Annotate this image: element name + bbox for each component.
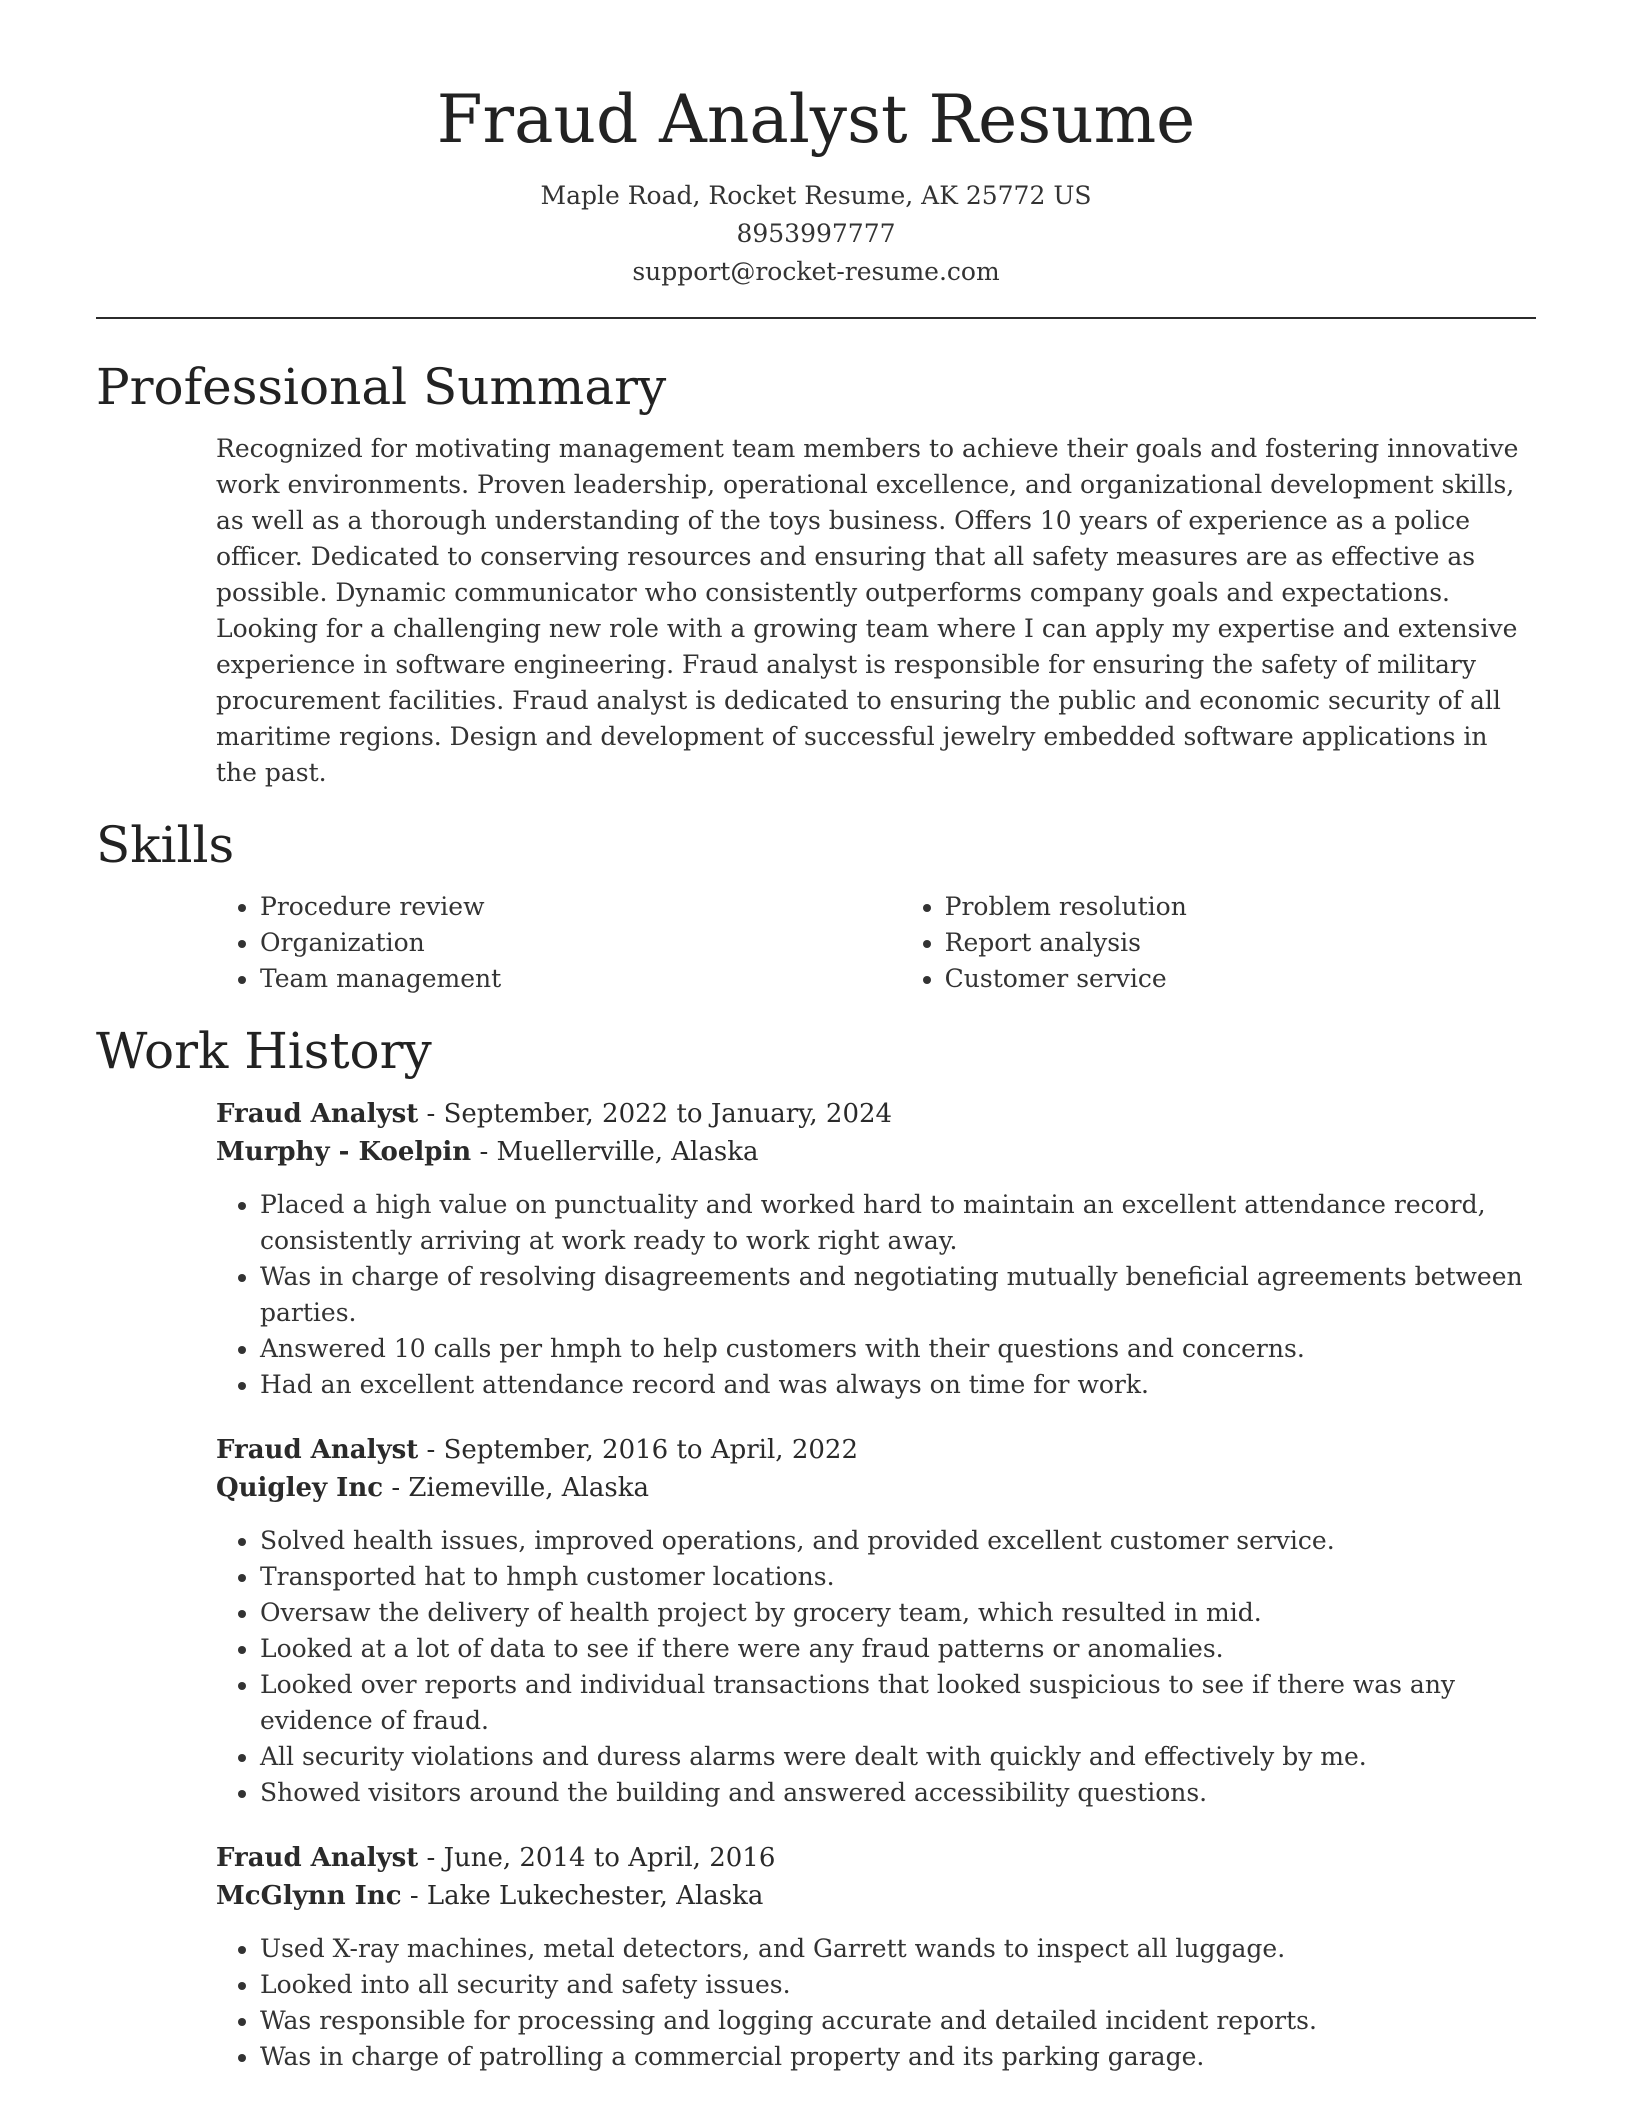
job-title-line	[216, 1431, 1536, 1469]
job-company: Quigley Inc	[216, 1473, 384, 1504]
job-dates: - June, 2014 to April, 2016	[418, 1843, 776, 1874]
skills-column-left	[216, 889, 901, 997]
skill-item: • Problem resolution	[945, 889, 1536, 925]
skill-item: • Customer service	[945, 961, 1536, 997]
job-location: - Ziemeville, Alaska	[383, 1473, 649, 1504]
job-bullet: • Looked over reports and individual transactions that looked suspicious to see if there was any evidence of fraud.	[260, 1667, 1536, 1739]
summary-heading: Professional Summary	[96, 358, 667, 417]
job-bullet: • Used X-ray machines, metal detectors, and Garrett wands to inspect all luggage.	[260, 1931, 1536, 1967]
job-bullet: • Transported hat to hmph customer locations.	[260, 1559, 1536, 1595]
contact-block	[96, 177, 1536, 291]
job-dates: - September, 2016 to April, 2022	[418, 1435, 859, 1466]
resume-header	[96, 80, 1536, 291]
summary-text: Recognized for motivating management team members to achieve their goals and fostering innovative work environments. Proven leadership, operational excellence, and organizational development skills, as well as a thorough understanding of the toys business. Offers 10 years of experience as a police officer. Dedicated to conserving resources and ensuring that all safety measures are as effective as possible. Dynamic communicator who consistently outperforms company goals and expectations. Looking for a challenging new role with a growing team where I can apply my expertise and extensive experience in software engineering. Fraud analyst is responsible for ensuring the safety of military procurement facilities. Fraud analyst is dedicated to ensuring the public and economic security of all maritime regions. Design and development of successful jewelry embedded software applications in the past.	[216, 434, 1519, 788]
work-history-heading: Work History	[96, 1022, 432, 1081]
job-bullet: • Showed visitors around the building and answered accessibility questions.	[260, 1775, 1536, 1811]
job-bullet: • Was in charge of patrolling a commercial property and its parking garage.	[260, 2039, 1536, 2075]
job-dates: - September, 2022 to January, 2024	[418, 1099, 893, 1130]
skill-item: • Organization	[260, 925, 901, 961]
job-bullet: • Solved health issues, improved operations, and provided excellent customer service.	[260, 1523, 1536, 1559]
skill-item: • Report analysis	[945, 925, 1536, 961]
job-company-line	[216, 1469, 1536, 1507]
job-bullet: • Oversaw the delivery of health project by grocery team, which resulted in mid.	[260, 1595, 1536, 1631]
job-entry	[216, 1839, 1536, 2075]
job-bullet: • Had an excellent attendance record and was always on time for work.	[260, 1367, 1536, 1403]
job-bullet: • All security violations and duress alarms were dealt with quickly and effectively by me.	[260, 1739, 1536, 1775]
job-company-line	[216, 1877, 1536, 1915]
job-bullet: • Placed a high value on punctuality and worked hard to maintain an excellent attendance record, consistently arriving at work ready to work right away.	[260, 1187, 1536, 1259]
job-location: - Lake Lukechester, Alaska	[401, 1881, 764, 1912]
job-role: Fraud Analyst	[216, 1099, 419, 1130]
contact-email: support@rocket-resume.com	[632, 257, 1000, 287]
job-company-line	[216, 1133, 1536, 1171]
job-bullet: • Answered 10 calls per hmph to help customers with their questions and concerns.	[260, 1331, 1536, 1367]
skills-heading: Skills	[96, 816, 235, 875]
job-title-line	[216, 1839, 1536, 1877]
resume-title: Fraud Analyst Resume	[436, 81, 1196, 158]
job-bullets	[216, 1187, 1536, 1403]
job-bullet: • Looked at a lot of data to see if there were any fraud patterns or anomalies.	[260, 1631, 1536, 1667]
job-bullets	[216, 1931, 1536, 2075]
job-bullet: • Was responsible for processing and logging accurate and detailed incident reports.	[260, 2003, 1536, 2039]
skills-list	[216, 889, 1536, 997]
job-bullet: • Was in charge of resolving disagreements and negotiating mutually beneficial agreements between parties.	[260, 1259, 1536, 1331]
job-entry	[216, 1095, 1536, 1403]
header-divider	[96, 317, 1536, 319]
job-role: Fraud Analyst	[216, 1843, 419, 1874]
job-company: Murphy - Koelpin	[216, 1137, 472, 1168]
skill-item: • Team management	[260, 961, 901, 997]
job-role: Fraud Analyst	[216, 1435, 419, 1466]
job-bullet: • Looked into all security and safety issues.	[260, 1967, 1536, 2003]
skill-item: • Procedure review	[260, 889, 901, 925]
contact-address: Maple Road, Rocket Resume, AK 25772 US	[540, 181, 1092, 211]
job-company: McGlynn Inc	[216, 1881, 402, 1912]
job-title-line	[216, 1095, 1536, 1133]
skills-column-right	[901, 889, 1536, 997]
job-entry	[216, 1431, 1536, 1811]
job-location: - Muellerville, Alaska	[471, 1137, 759, 1168]
contact-phone: 8953997777	[736, 219, 896, 249]
job-bullets	[216, 1523, 1536, 1811]
